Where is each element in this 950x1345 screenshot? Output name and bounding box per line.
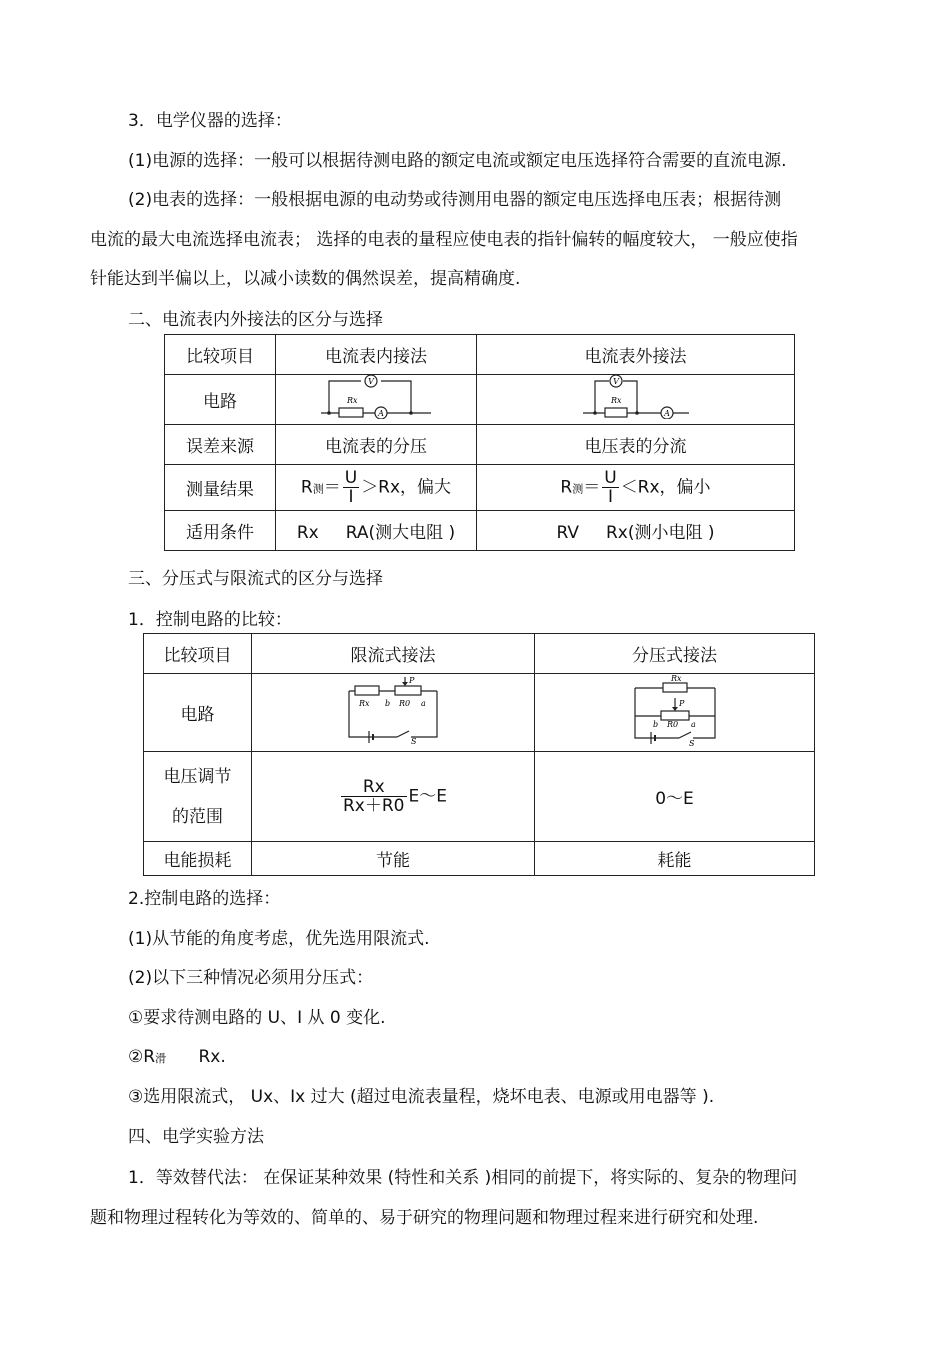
- svg-text:a: a: [421, 699, 426, 708]
- paragraph: ③选用限流式， Ux、Ix 过大 (超过电流表量程，烧坏电表、电源或用电器等 ).: [128, 1087, 715, 1107]
- table-header: 比较项目: [165, 335, 276, 375]
- svg-text:Rx: Rx: [670, 674, 682, 683]
- paragraph: 针能达到半偏以上，以减小读数的偶然误差，提高精确度.: [90, 269, 521, 289]
- control-circuit-table: [143, 633, 815, 876]
- row-label: 电压调节 的范围: [144, 752, 252, 842]
- svg-text:S: S: [411, 737, 417, 745]
- svg-text:P: P: [678, 699, 684, 708]
- svg-text:S: S: [688, 739, 694, 746]
- row-label: 适用条件: [165, 511, 276, 551]
- sub-heading: 2.控制电路的选择：: [128, 889, 281, 909]
- paragraph: 题和物理过程转化为等效的、简单的、易于研究的物理问题和物理过程来进行研究和处理.: [90, 1208, 759, 1228]
- svg-text:A: A: [378, 409, 384, 418]
- table-cell: Rx RA(测大电阻 ): [276, 511, 477, 551]
- limit-range-cell: $\frac{Rx}{Rx+R0}$ E～E: [252, 752, 535, 842]
- row-label: 电能损耗: [144, 842, 252, 876]
- paragraph: (2)电表的选择：一般根据电源的电动势或待测用电器的额定电压选择电压表；根据待测: [128, 190, 782, 210]
- table-header: 电流表外接法: [477, 335, 795, 375]
- current-limiting-circuit-diagram: [252, 674, 535, 752]
- paragraph: ②R滑 Rx.: [128, 1047, 226, 1067]
- svg-text:Rx: Rx: [610, 396, 622, 405]
- table-header: 电流表内接法: [276, 335, 477, 375]
- ammeter-connection-table: [164, 334, 795, 551]
- table-cell: 电压表的分流: [477, 425, 795, 465]
- svg-text:Rx: Rx: [359, 699, 370, 708]
- svg-text:a: a: [690, 720, 696, 729]
- section-heading: 二、电流表内外接法的区分与选择: [128, 310, 383, 330]
- svg-text:V: V: [368, 377, 374, 386]
- paragraph: (2)以下三种情况必须用分压式：: [128, 968, 374, 988]
- svg-text:R0: R0: [666, 720, 678, 729]
- paragraph: (1)电源的选择：一般可以根据待测电路的额定电流或额定电压选择符合需要的直流电源.: [128, 151, 787, 171]
- paragraph: ①要求待测电路的 U、I 从 0 变化.: [128, 1008, 386, 1028]
- table-cell: 耗能: [535, 842, 815, 876]
- row-label: 测量结果: [165, 465, 276, 511]
- paragraph: 电流的最大电流选择电流表； 选择的电表的量程应使电表的指针偏转的幅度较大， 一般应使指: [90, 230, 798, 250]
- table-cell: 0～E: [535, 752, 815, 842]
- sub-heading: 1．控制电路的比较：: [128, 610, 292, 630]
- outer-result-cell: R测＝ $\frac{U}{I}$ ＜Rx，偏小: [477, 465, 795, 511]
- svg-text:P: P: [409, 676, 415, 685]
- svg-text:Rx: Rx: [347, 396, 358, 405]
- voltage-divider-circuit-diagram: [535, 674, 815, 752]
- paragraph: (1)从节能的角度考虑，优先选用限流式.: [128, 929, 430, 949]
- section-heading: 四、电学实验方法: [128, 1127, 264, 1147]
- row-label: 误差来源: [165, 425, 276, 465]
- row-label: 电路: [144, 674, 252, 752]
- outer-circuit-diagram: [477, 375, 795, 425]
- svg-text:A: A: [663, 409, 670, 418]
- svg-text:V: V: [612, 377, 619, 386]
- section-heading: 3．电学仪器的选择：: [128, 111, 292, 131]
- section-heading: 三、分压式与限流式的区分与选择: [128, 569, 383, 589]
- svg-text:R0: R0: [399, 699, 411, 708]
- table-cell: 电流表的分压: [276, 425, 477, 465]
- svg-text:b: b: [652, 720, 658, 729]
- inner-circuit-diagram: [276, 375, 477, 425]
- table-header: 分压式接法: [535, 634, 815, 674]
- table-header: 限流式接法: [252, 634, 535, 674]
- inner-result-cell: R测＝ $\frac{U}{I}$ ＞Rx，偏大: [276, 465, 477, 511]
- table-header: 比较项目: [144, 634, 252, 674]
- table-cell: RV Rx(测小电阻 ): [477, 511, 795, 551]
- svg-text:b: b: [385, 699, 391, 708]
- paragraph: 1．等效替代法： 在保证某种效果 (特性和关系 )相同的前提下，将实际的、复杂的物理问: [128, 1168, 798, 1188]
- row-label: 电路: [165, 375, 276, 425]
- table-cell: 节能: [252, 842, 535, 876]
